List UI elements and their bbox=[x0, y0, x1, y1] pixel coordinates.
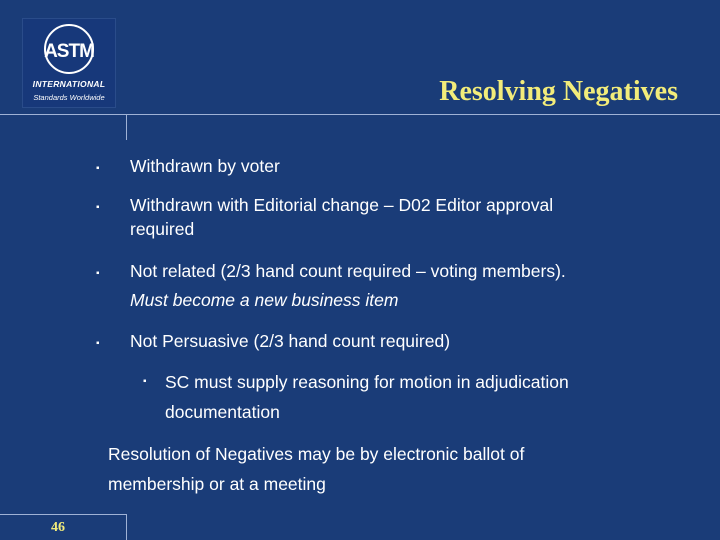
svg-text:ASTM: ASTM bbox=[44, 41, 94, 62]
title-rule bbox=[0, 114, 720, 115]
bullet-2-line-2: required bbox=[130, 219, 195, 239]
slide-title: Resolving Negatives bbox=[439, 76, 678, 107]
square-bullet-icon: ▪ bbox=[143, 376, 147, 387]
footer-rule bbox=[0, 514, 127, 515]
logo-tagline: Standards Worldwide bbox=[33, 93, 105, 102]
resolution-line-1: Resolution of Negatives may be by electronic ballot of bbox=[108, 444, 525, 464]
bullet-3-line-1: Not related (2/3 hand count required – voting members). bbox=[130, 261, 566, 281]
page-number: 46 bbox=[51, 520, 65, 535]
bullet-3-italic-line: Must become a new business item bbox=[130, 290, 399, 310]
bullet-1-line-1: Withdrawn by voter bbox=[130, 156, 280, 176]
astm-logo bbox=[22, 18, 116, 108]
square-bullet-icon: ▪ bbox=[96, 268, 100, 279]
left-rule-top bbox=[126, 114, 127, 140]
sub-bullet-line-2: documentation bbox=[165, 402, 280, 422]
left-rule-bottom bbox=[126, 514, 127, 540]
square-bullet-icon: ▪ bbox=[96, 163, 100, 174]
bullet-4-line-1: Not Persuasive (2/3 hand count required) bbox=[130, 331, 451, 351]
sub-bullet-line-1: SC must supply reasoning for motion in adjudication bbox=[165, 372, 569, 392]
square-bullet-icon: ▪ bbox=[96, 202, 100, 213]
bullet-2-line-1: Withdrawn with Editorial change – D02 Editor approval bbox=[130, 195, 554, 215]
square-bullet-icon: ▪ bbox=[96, 338, 100, 349]
logo-subtitle: INTERNATIONAL bbox=[32, 79, 106, 89]
resolution-line-2: membership or at a meeting bbox=[108, 474, 326, 494]
